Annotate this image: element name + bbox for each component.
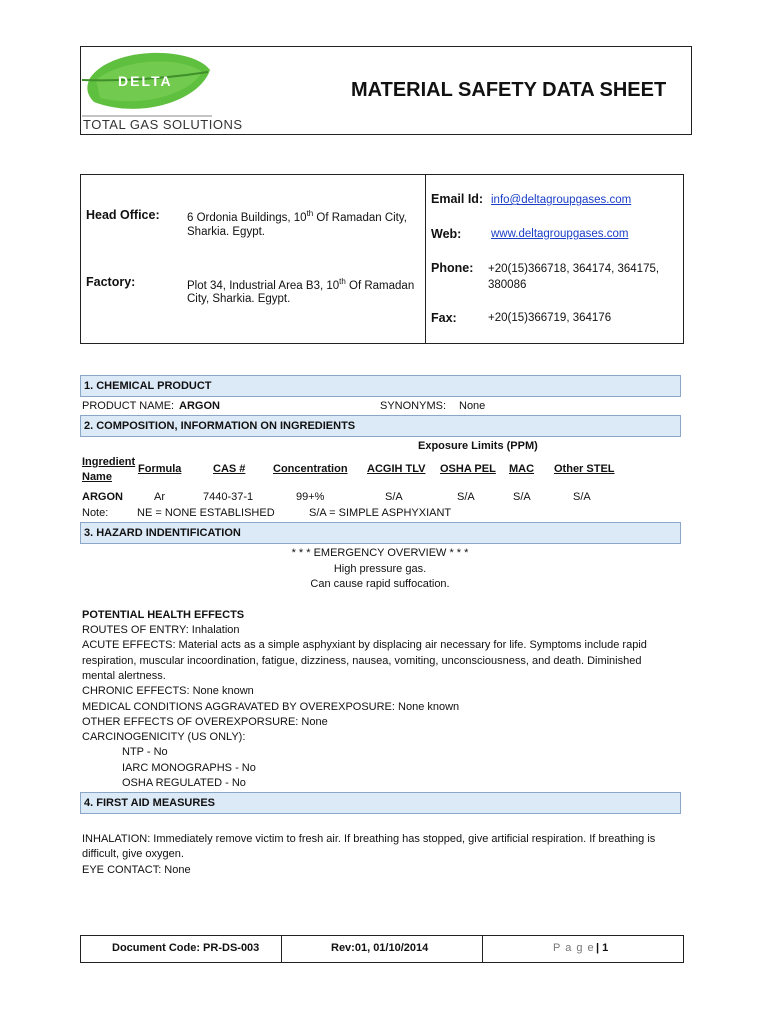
document-code: Document Code: PR-DS-003 — [112, 942, 260, 954]
head-office-line1-post: Of Ramadan City, — [313, 211, 407, 224]
acute-effects-line3: mental alertness. — [82, 670, 166, 682]
inhalation-line2: difficult, give oxygen. — [82, 848, 184, 860]
revision: Rev:01, 01/10/2014 — [331, 942, 429, 954]
eye-contact: EYE CONTACT: None — [82, 864, 191, 876]
col-osha: OSHA PEL — [440, 463, 496, 475]
page-number: | 1 — [596, 942, 609, 954]
footer-divider-2 — [482, 935, 483, 963]
head-office-line1-pre: 6 Ordonia Buildings, 10 — [187, 211, 307, 224]
phone-line1: +20(15)366718, 364174, 364175, — [488, 263, 660, 275]
other-effects: OTHER EFFECTS OF OVEREXPORSURE: None — [82, 716, 328, 728]
emergency-line2: Can cause rapid suffocation. — [310, 578, 450, 590]
head-office-address-line1 — [187, 206, 407, 226]
web-link[interactable]: www.deltagroupgases.com — [491, 228, 629, 240]
section-1-header: 1. CHEMICAL PRODUCT — [80, 375, 681, 397]
synonyms-value: None — [459, 400, 486, 412]
row-concentration: 99+% — [296, 491, 325, 503]
col-cas: CAS # — [213, 463, 246, 475]
factory-line1-pre: Plot 34, Industrial Area B3, 10 — [187, 279, 340, 292]
row-osha: S/A — [457, 491, 475, 503]
logo-tagline: TOTAL GAS SOLUTIONS — [83, 117, 243, 132]
section-3-header: 3. HAZARD INDENTIFICATION — [80, 522, 681, 544]
carcinogenicity: CARCINOGENICITY (US ONLY): — [82, 731, 246, 743]
row-formula: Ar — [154, 491, 165, 503]
row-cas: 7440-37-1 — [203, 491, 254, 503]
chronic-effects: CHRONIC EFFECTS: None known — [82, 685, 254, 697]
logo-name: DELTA — [118, 73, 173, 89]
factory-label: Factory: — [86, 275, 136, 289]
col-acgih: ACGIH TLV — [367, 463, 426, 475]
phone-label: Phone: — [431, 261, 474, 275]
row-mac: S/A — [513, 491, 531, 503]
iarc-value: IARC MONOGRAPHS - No — [122, 762, 256, 774]
factory-line1-post: Of Ramadan — [345, 279, 415, 292]
email-label: Email Id: — [431, 192, 484, 206]
web-label: Web: — [431, 227, 462, 241]
footer-divider-1 — [281, 935, 282, 963]
note-ne: NE = NONE ESTABLISHED — [137, 507, 275, 519]
row-other-stel: S/A — [573, 491, 591, 503]
col-formula: Formula — [138, 463, 182, 475]
col-ingredient-2: Name — [82, 471, 112, 483]
page-label: P a g e — [553, 942, 595, 954]
head-office-label: Head Office: — [86, 208, 160, 222]
section-4-header: 4. FIRST AID MEASURES — [80, 792, 681, 814]
product-name-value: ARGON — [179, 400, 220, 412]
document-title: MATERIAL SAFETY DATA SHEET — [351, 79, 667, 101]
health-effects-title: POTENTIAL HEALTH EFFECTS — [82, 609, 245, 621]
row-acgih: S/A — [385, 491, 403, 503]
medical-conditions: MEDICAL CONDITIONS AGGRAVATED BY OVEREXPOSURE: None known — [82, 701, 460, 713]
synonyms-label: SYNONYMS: — [380, 400, 447, 412]
ntp-value: NTP - No — [122, 746, 168, 758]
phone-line2: 380086 — [488, 279, 527, 291]
acute-effects-line1: ACUTE EFFECTS: Material acts as a simple asphyxiant by displacing air necessary for life. Symptoms include rapid — [82, 639, 647, 651]
osha-regulated-value: OSHA REGULATED - No — [122, 777, 246, 789]
contact-divider — [425, 174, 426, 344]
col-other-stel: Other STEL — [554, 463, 615, 475]
emergency-overview: * * * EMERGENCY OVERVIEW * * * — [291, 547, 469, 559]
fax-value: +20(15)366719, 364176 — [488, 312, 612, 324]
section-2-header: 2. COMPOSITION, INFORMATION ON INGREDIENTS — [80, 415, 681, 437]
row-ingredient-name: ARGON — [82, 491, 123, 503]
factory-address-line2: City, Sharkia. Egypt. — [187, 293, 291, 305]
factory-line1-sup: th — [339, 277, 346, 286]
col-ingredient-1: Ingredient — [82, 456, 136, 468]
note-sa: S/A = SIMPLE ASPHYXIANT — [309, 507, 452, 519]
note-label: Note: — [82, 507, 109, 519]
fax-label: Fax: — [431, 311, 457, 325]
col-concentration: Concentration — [273, 463, 348, 475]
head-office-line1-sup: th — [306, 209, 314, 218]
exposure-limits-header: Exposure Limits (PPM) — [418, 440, 538, 452]
inhalation-line1: INHALATION: Immediately remove victim to fresh air. If breathing has stopped, give artificial respiration. If breathing is — [82, 833, 656, 845]
acute-effects-line2: respiration, muscular incoordination, fatigue, dizziness, nausea, vomiting, unconsciousness, and death. Diminished — [82, 655, 642, 667]
email-link[interactable]: info@deltagroupgases.com — [491, 194, 632, 206]
head-office-address-line2: Sharkia. Egypt. — [187, 226, 265, 238]
product-name-label: PRODUCT NAME: — [82, 400, 175, 412]
emergency-line1: High pressure gas. — [333, 563, 427, 575]
routes-of-entry: ROUTES OF ENTRY: Inhalation — [82, 624, 240, 636]
col-mac: MAC — [509, 463, 535, 475]
